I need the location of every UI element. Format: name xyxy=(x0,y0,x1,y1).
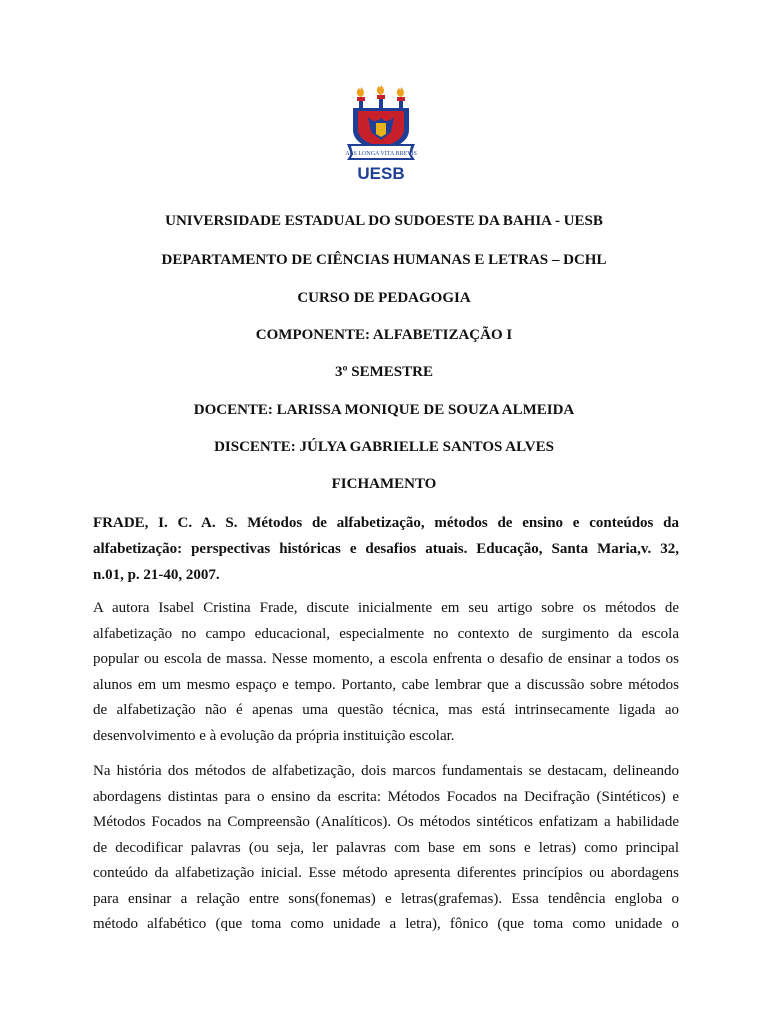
torch-icon xyxy=(397,87,405,108)
paragraph-1 xyxy=(93,596,679,749)
torch-icon xyxy=(377,85,385,108)
torch-icon xyxy=(357,87,365,108)
student-name: DISCENTE: JÚLYA GABRIELLE SANTOS ALVES xyxy=(214,439,554,455)
paragraph-line: abordagens distintas para o ensino da escrita: Métodos Focados na Decifração (Sintéticos) e xyxy=(93,788,679,805)
paragraph-line: para ensinar a relação entre sons(fonemas) e letras(grafemas). Essa tendência engloba o xyxy=(93,890,679,907)
university-name: UNIVERSIDADE ESTADUAL DO SUDOESTE DA BAHIA - UESB xyxy=(165,213,603,229)
reference-line: n.01, p. 21-40, 2007. xyxy=(93,567,220,583)
paragraph-line: Na história dos métodos de alfabetização, dois marcos fundamentais se destacam, delineando xyxy=(93,763,679,779)
logo-motto: ARS LONGA VITA BREVIS xyxy=(345,151,417,157)
bibliographic-reference xyxy=(93,510,679,588)
reference-line: alfabetização: perspectivas históricas e desafios atuais. Educação, Santa Maria,v. 32, xyxy=(93,541,679,557)
paragraph-line: alunos em um mesmo espaço e tempo. Portanto, cabe lembrar que a discussão sobre métodos xyxy=(93,676,679,693)
paragraph-line: A autora Isabel Cristina Frade, discute inicialmente em seu artigo sobre os métodos de xyxy=(93,600,679,616)
component-name: COMPONENTE: ALFABETIZAÇÃO I xyxy=(255,327,513,343)
uesb-crest-icon xyxy=(343,82,419,182)
document-type: FICHAMENTO xyxy=(331,476,437,492)
course-name: CURSO DE PEDAGOGIA xyxy=(297,290,471,306)
uesb-logo xyxy=(343,82,419,182)
teacher-name: DOCENTE: LARISSA MONIQUE DE SOUZA ALMEIDA xyxy=(193,402,575,418)
paragraph-line: conteúdo da alfabetização inicial. Esse método apresenta diferentes princípios ou abordagens xyxy=(93,865,679,881)
paragraph-line: alfabetização no campo educacional, especialmente no contexto de surgimento da escola xyxy=(93,625,679,642)
paragraph-line: Métodos Focados na Compreensão (Analíticos). Os métodos sintéticos enfatizam a habilidade xyxy=(93,814,679,830)
department-name: DEPARTAMENTO DE CIÊNCIAS HUMANAS E LETRAS – DCHL xyxy=(161,252,607,268)
paragraph-line: de alfabetização não é apenas uma questão técnica, mas está intrinsecamente ligada ao xyxy=(93,702,679,718)
paragraph-line: desenvolvimento e à evolução da própria instituição escolar. xyxy=(93,727,455,744)
logo-wordmark: UESB xyxy=(357,164,405,182)
paragraph-2 xyxy=(93,759,679,938)
reference-line: FRADE, I. C. A. S. Métodos de alfabetização, métodos de ensino e conteúdos da xyxy=(93,515,679,531)
paragraph-line: de decodificar palavras (ou seja, ler palavras com base em sons e letras) como principal xyxy=(93,839,679,856)
paragraph-line: método alfabético (que toma como unidade a letra), fônico (que toma como unidade o xyxy=(93,916,679,932)
semester: 3º SEMESTRE xyxy=(335,364,433,380)
paragraph-line: popular ou escola de massa. Nesse momento, a escola enfrenta o desafio de ensinar a todos os xyxy=(93,651,679,667)
